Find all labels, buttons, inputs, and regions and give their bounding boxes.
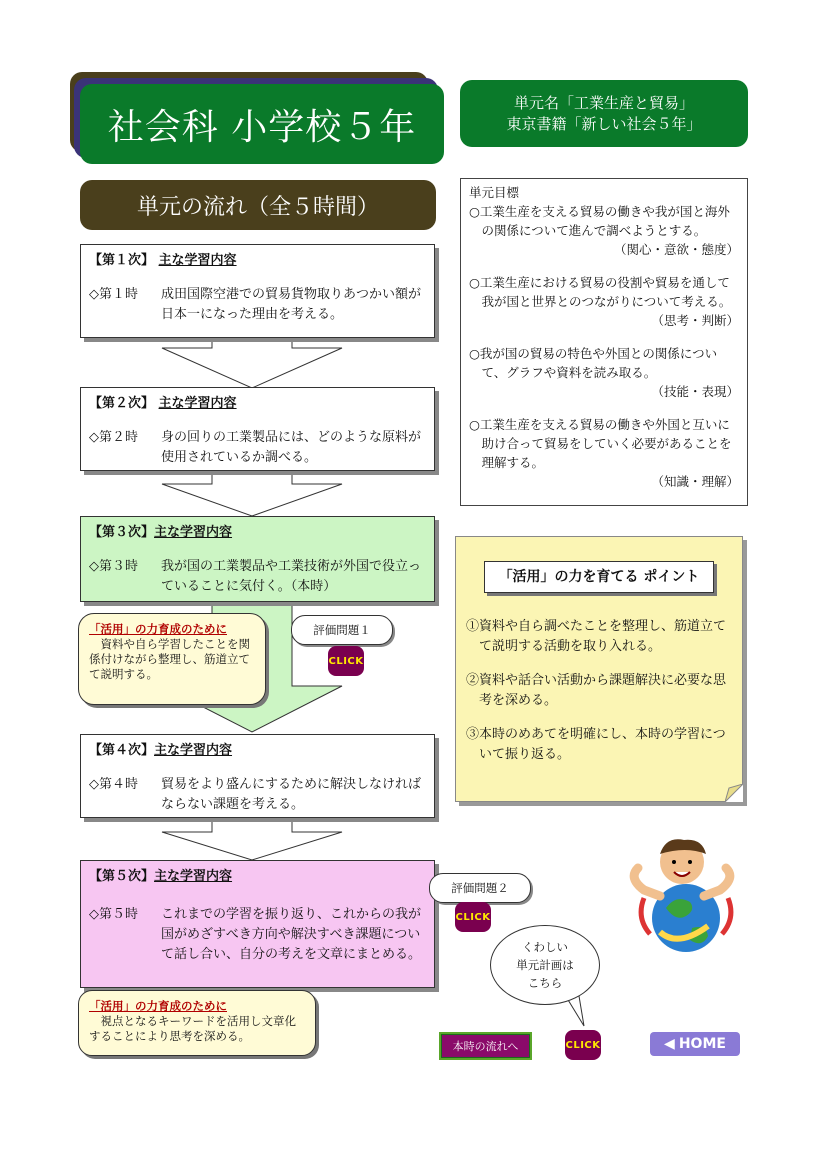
eval-question-2-button[interactable]: 評価問題２: [429, 873, 531, 903]
katsuyo-points-box: [455, 536, 743, 802]
point-item: ②資料や話合い活動から課題解決に必要な思考を深める。: [466, 673, 727, 708]
objective-item: ○工業生産を支える貿易の働きや我が国と海外の関係について進んで調べようとする。 （関心・意欲・態度）: [469, 204, 739, 257]
objective-item: ○工業生産を支える貿易の働きや外国と互いに助け合って貿易をしていく必要があることを理解する。 （知識・理解）: [469, 417, 739, 489]
page-title: 社会科 小学校５年: [80, 84, 444, 164]
objective-item: ○我が国の貿易の特色や外国との関係について、グラフや資料を読み取る。 （技能・表現）: [469, 346, 739, 399]
eval-question-1-button[interactable]: 評価問題１: [291, 615, 393, 645]
step-1-number: 【第１次】: [89, 253, 155, 268]
step-1: [80, 244, 435, 338]
step-5: [80, 860, 435, 988]
home-label: HOME: [678, 1036, 726, 1052]
step-1-head: 主な学習内容: [158, 253, 237, 268]
step-3-head: 主な学習内容: [154, 525, 233, 540]
unit-textbook: 東京書籍「新しい社会５年」: [506, 114, 702, 133]
step-3: [80, 516, 435, 602]
callout-1-text: 資料や自ら学習したことを関係付けながら整理し、筋道立てて説明する。: [89, 637, 250, 681]
step-2: [80, 387, 435, 471]
click-button-1[interactable]: CLICK: [328, 646, 364, 676]
step-4-number: 【第４次】: [89, 743, 155, 758]
flow-title: 単元の流れ（全５時間）: [80, 180, 436, 230]
unit-objectives: [460, 178, 748, 506]
step-2-hour: ◇第２時: [89, 430, 138, 445]
step-4-hour: ◇第４時: [89, 777, 138, 792]
callout-2-title: 「活用」の力育成のために: [89, 999, 227, 1013]
katsuyo-callout-1: [78, 613, 266, 705]
home-button[interactable]: [650, 1032, 740, 1056]
step-5-hour: ◇第５時: [89, 907, 138, 922]
step-4-content: 貿易をより盛んにするために解決しなければならない課題を考える。: [161, 777, 422, 812]
step-3-number: 【第３次】: [89, 525, 155, 540]
step-2-content: 身の回りの工業製品には、どのような原料が使用されているか調べる。: [161, 430, 422, 465]
page-curl-icon: [725, 784, 743, 802]
step-1-content: 成田国際空港での貿易貨物取りあつかい額が日本一になった理由を考える。: [161, 287, 422, 322]
arrow-2-icon: [162, 470, 342, 516]
point-item: ①資料や自ら調べたことを整理し、筋道立てて説明する活動を取り入れる。: [466, 619, 727, 654]
home-arrow-icon: ◀: [664, 1036, 675, 1052]
callout-1-title: 「活用」の力育成のために: [89, 622, 227, 636]
step-2-head: 主な学習内容: [158, 396, 237, 411]
detail-plan-bubble: くわしい 単元計画は こちら: [490, 925, 600, 1005]
objective-item: ○工業生産における貿易の役割や貿易を通して我が国と世界とのつながりについて考える。 （思考・判断）: [469, 275, 739, 328]
step-5-head: 主な学習内容: [154, 869, 233, 884]
unit-name: 単元名「工業生産と貿易」: [513, 93, 694, 112]
callout-2-text: 視点となるキーワードを活用し文章化することにより思考を深める。: [89, 1014, 296, 1043]
click-button-3[interactable]: CLICK: [565, 1030, 601, 1060]
step-4: [80, 734, 435, 818]
step-3-content: 我が国の工業製品や工業技術が外国で役立っていることに気付く。（本時）: [161, 559, 422, 594]
katsuyo-callout-2: [78, 990, 316, 1056]
unit-info: [460, 80, 748, 147]
point-item: ③本時のめあてを明確にし、本時の学習について振り返る。: [466, 727, 726, 762]
arrow-4-icon: [162, 818, 342, 860]
step-5-number: 【第５次】: [89, 869, 155, 884]
lesson-flow-button[interactable]: 本時の流れへ: [441, 1034, 530, 1058]
step-1-hour: ◇第１時: [89, 287, 138, 302]
step-3-hour: ◇第３時: [89, 559, 138, 574]
step-2-number: 【第２次】: [89, 396, 155, 411]
step-5-content: これまでの学習を振り返り、これからの我が国がめざすべき方向や解決すべき課題について話し合い、自分の考えを文章にまとめる。: [161, 907, 422, 962]
globe-character-illustration: [626, 828, 736, 958]
click-button-2[interactable]: CLICK: [455, 902, 491, 932]
arrow-1-icon: [162, 336, 342, 388]
points-title: 「活用」の力を育てる ポイント: [484, 561, 714, 593]
step-4-head: 主な学習内容: [154, 743, 233, 758]
objectives-title: 単元目標: [469, 185, 520, 200]
